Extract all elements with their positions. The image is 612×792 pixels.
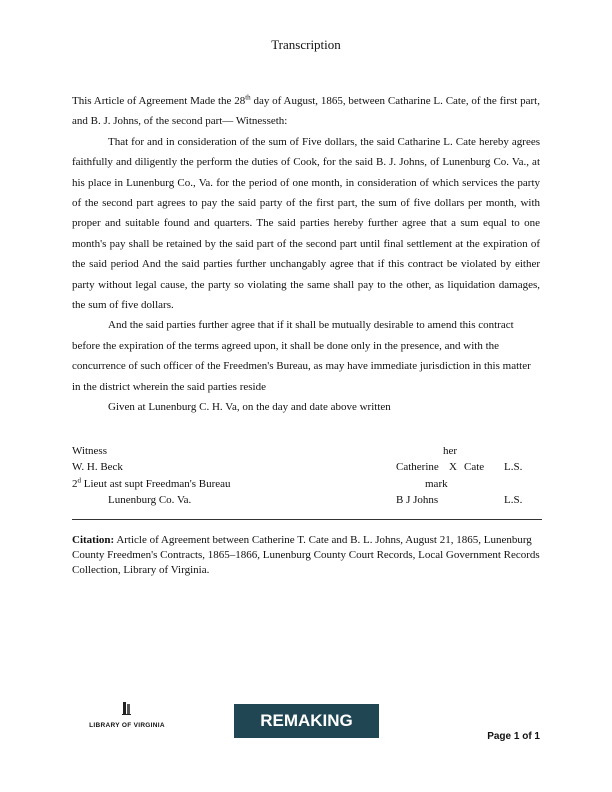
her-label: her: [443, 445, 458, 457]
party1-mark-x: X: [449, 461, 457, 474]
citation: [72, 533, 542, 578]
party2-name: B J Johns: [396, 493, 439, 506]
page-title: Transcription: [271, 37, 341, 52]
citation-text: Article of Agreement between Catherine T. Cate and B. L. Johns, August 21, 1865, Lunenburg County Freedmen's Contracts, 1865–1866, Lunenburg County Court Records, Local Government Records Collection, Library of Virginia.: [72, 534, 540, 576]
library-of-virginia-logo: [82, 701, 172, 729]
library-book-icon: [121, 701, 133, 715]
party1-first-name: Catherine: [396, 461, 439, 474]
witness-name: W. H. Beck: [72, 461, 123, 474]
page-number: Page 1 of 1: [487, 731, 540, 742]
agreement-amendment-paragraph: And the said parties further agree that if it shall be mutually desirable to amend this contract before the expiration of the terms agreed upon, it shall be done only in the presence, and with the concurrence of such officer of the Freedmen's Bureau, as may have immediate jurisdiction in this matter in the district wherein the said parties reside: [72, 319, 531, 393]
library-logo-text: LIBRARY OF VIRGINIA: [89, 722, 165, 729]
witness-label: Witness: [72, 445, 107, 457]
remaking-virginia-logo: REMAKING VIRGINIA: [234, 704, 379, 738]
citation-label: Citation:: [72, 534, 115, 546]
agreement-terms-paragraph: That for and in consideration of the sum of Five dollars, the said Catharine L. Cate hereby agrees faithfully and diligently the perform the duties of Cook, for the said B. J. Johns, of Lunenburg Co. Va., at his place in Lunenburg Co., Va. for the period of one month, in consideration of which services the party of the second part agrees to pay the said party of the first part, the sum of five dollars per month, with proper and suitable found and quarters. The said parties hereby further agree that a sum equal to one month's pay shall be retained by the said part of the second part until final settlement at the expiration of the said period And the said parties further unchangably agree that if this contract be violated by either party without legal cause, the party so violating the same shall pay to the other, as liquidation damages, the sum of five dollars.: [72, 135, 540, 312]
witness-rank: 2$^d$ Lieut ast supt Freedman's Bureau: [72, 475, 231, 490]
seal-ls-1: L.S.: [504, 461, 523, 474]
witness-location: Lunenburg Co. Va.: [108, 493, 192, 506]
agreement-given-paragraph: Given at Lunenburg C. H. Va, on the day and date above written: [108, 401, 391, 414]
mark-label: mark: [425, 477, 448, 490]
agreement-intro-paragraph: This Article of Agreement Made the 28th day of August, 1865, between Catharine L. Cate, of the first part, and B. J. Johns, of the second part— Witnesseth:: [72, 93, 540, 128]
seal-ls-2: L.S.: [504, 493, 523, 506]
citation-divider: [72, 519, 542, 520]
party1-last-name: Cate: [464, 461, 485, 474]
signature-block: [72, 443, 540, 508]
transcription-body: [72, 91, 540, 418]
